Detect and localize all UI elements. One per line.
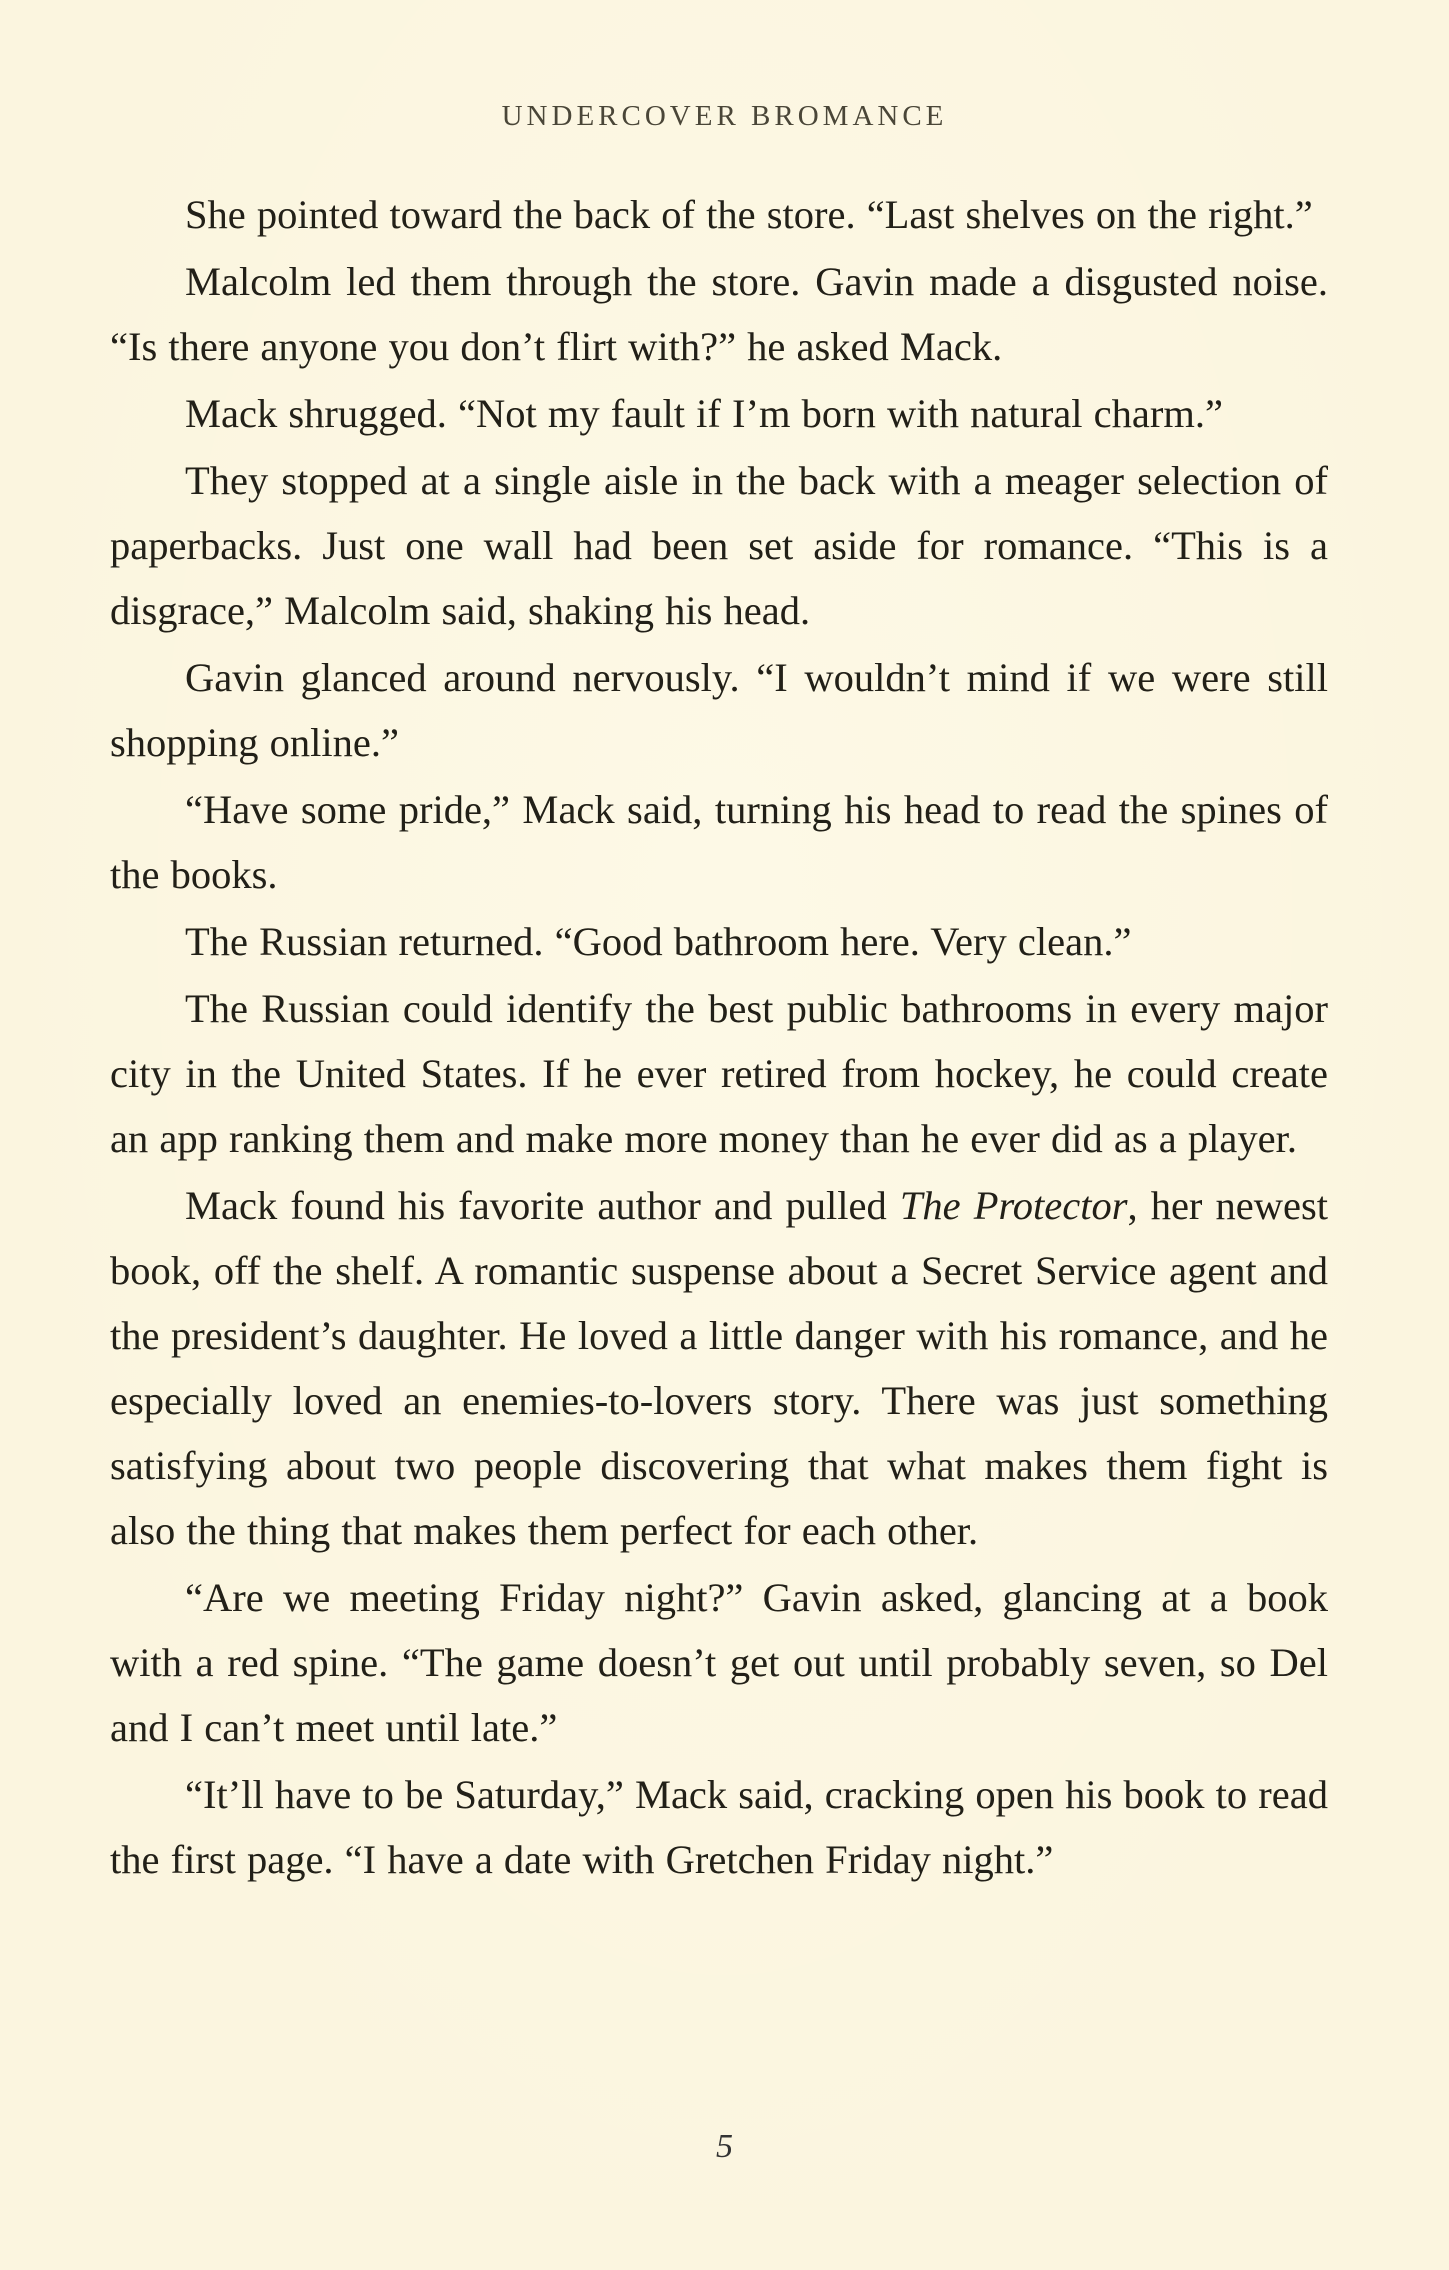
running-head: UNDERCOVER BROMANCE (501, 100, 948, 132)
paragraph-5: Gavin glanced around nervously. “I wouldn’t mind if we were still shopping online.” (110, 655, 1328, 765)
paragraph-8: The Russian could identify the best public bathrooms in every major city in the United States. If he ever retired from hockey, he could create an app ranking them and make more money than he ever did as a player. (110, 986, 1328, 1161)
paragraph-11: “It’ll have to be Saturday,” Mack said, cracking open his book to read the first page. “I have a date with Gretchen Friday night.” (110, 1772, 1328, 1882)
paragraph-10: “Are we meeting Friday night?” Gavin asked, glancing at a book with a red spine. “The game doesn’t get out until probably seven, so Del and I can’t meet until late.” (110, 1575, 1328, 1750)
body-text (110, 182, 1328, 1894)
paragraph-3: Mack shrugged. “Not my fault if I’m born with natural charm.” (185, 391, 1223, 436)
paragraph-1: She pointed toward the back of the store. “Last shelves on the right.” (185, 192, 1313, 237)
paragraph-7: The Russian returned. “Good bathroom here. Very clean.” (185, 919, 1132, 964)
paragraph-6: “Have some pride,” Mack said, turning his head to read the spines of the books. (110, 787, 1328, 897)
paragraph-9 (110, 1173, 1328, 1563)
page-number: 5 (716, 2128, 733, 2165)
paragraph-9-end: , her newest book, off the shelf. A romantic suspense about a Secret Service agent and the president’s daughter. He loved a little danger with his romance, and he especially loved an enemies-to-lovers story. There was just something satisfying about two people discovering that what makes them fight is also the thing that makes them perfect for each other. (110, 1183, 1328, 1553)
paragraph-9-start: Mack found his favorite author and pulled (185, 1183, 900, 1228)
paragraph-2: Malcolm led them through the store. Gavin made a disgusted noise. “Is there anyone you don’t flirt with?” he asked Mack. (110, 259, 1328, 369)
paragraph-4: They stopped at a single aisle in the back with a meager selection of paperbacks. Just one wall had been set aside for romance. “This is a disgrace,” Malcolm said, shaking his head. (110, 458, 1328, 633)
book-title: The Protector (899, 1183, 1128, 1228)
